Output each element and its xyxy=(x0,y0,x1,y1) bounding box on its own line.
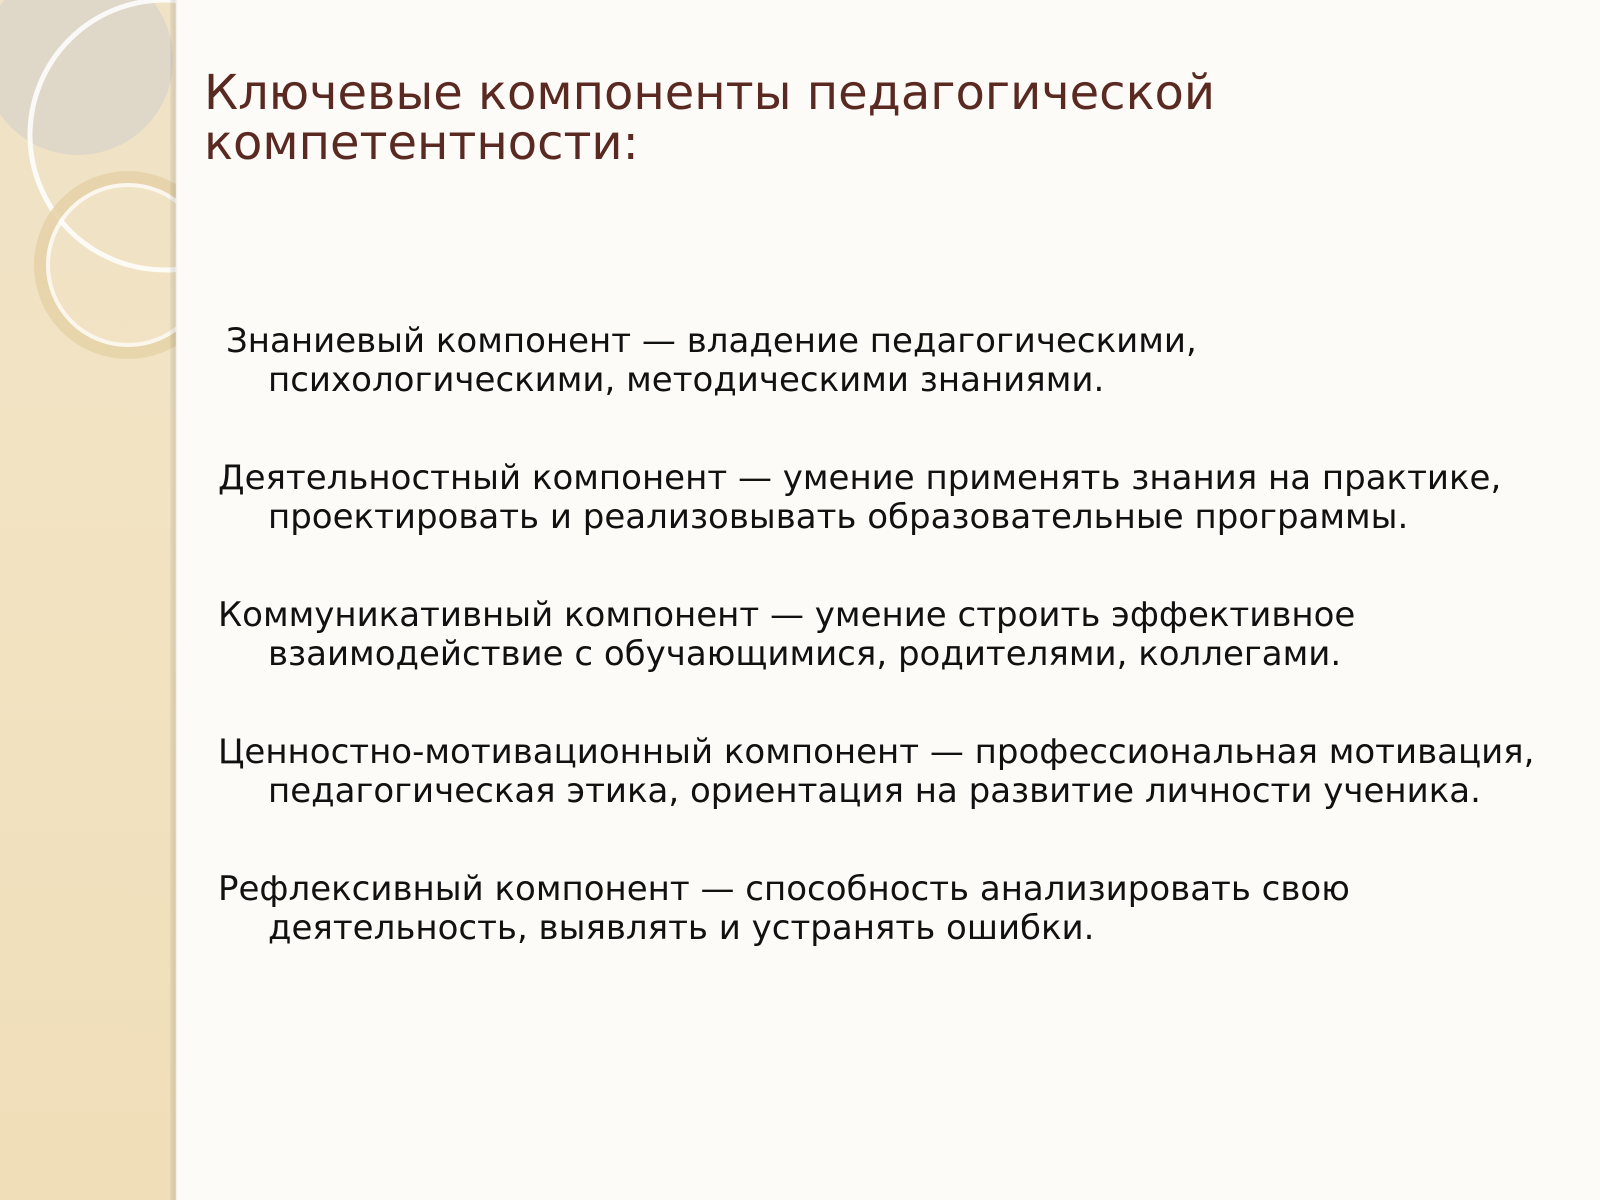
list-item-communicative-component: Коммуникативный компонент — умение строить эффективное взаимодействие с обучающимися, родителями, коллегами. xyxy=(218,595,1356,674)
decorative-circles-icon xyxy=(0,0,176,1200)
list-item-activity-component: Деятельностный компонент — умение применять знания на практике, проектировать и реализовывать образовательные программы. xyxy=(218,458,1502,537)
list-item-knowledge-component: Знаниевый компонент — владение педагогическими, психологическими, методическими знаниями. xyxy=(226,321,1197,400)
left-decorative-band xyxy=(0,0,176,1200)
list-item-value-motivational-component: Ценностно-мотивационный компонент — профессиональная мотивация, педагогическая этика, ориентация на развитие личности ученика. xyxy=(218,732,1535,811)
list-item-reflexive-component: Рефлексивный компонент — способность анализировать свою деятельность, выявлять и устранять ошибки. xyxy=(218,869,1350,948)
slide-title: Ключевые компоненты педагогической компетентности: xyxy=(204,65,1216,171)
left-band-edge-shadow xyxy=(170,0,178,1200)
component-list xyxy=(218,322,1538,1007)
